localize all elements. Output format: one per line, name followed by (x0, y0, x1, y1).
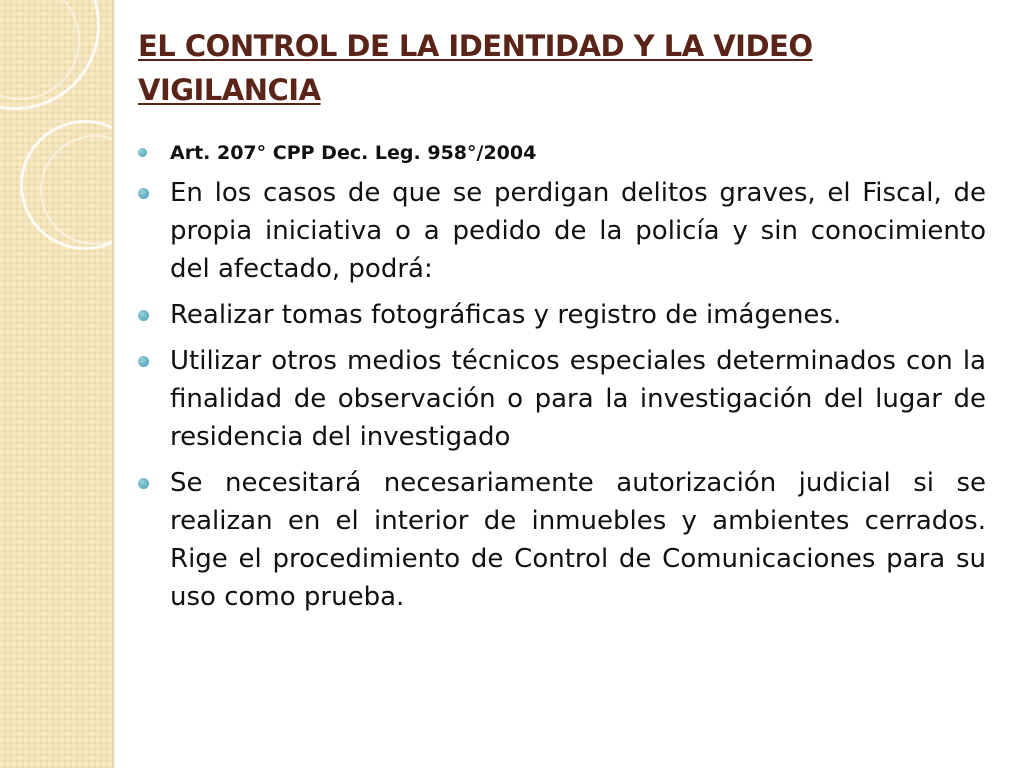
bullet-icon (138, 478, 149, 489)
bullet-text: Art. 207° CPP Dec. Leg. 958°/2004 (170, 142, 537, 164)
bullet-text: Realizar tomas fotográficas y registro de imágenes. (170, 300, 842, 330)
bullet-list (138, 138, 986, 624)
bullet-icon (138, 148, 147, 157)
bullet-text: Se necesitará necesariamente autorización judicial si se realizan en el interior de inmuebles y ambientes cerrados. Rige el procedimiento de Control de Comunicaciones para su uso como prueba. (170, 468, 986, 612)
bullet-icon (138, 356, 149, 367)
list-item (138, 464, 986, 616)
bullet-icon (138, 310, 149, 321)
side-band-edge (112, 0, 116, 768)
bullet-icon (138, 188, 149, 199)
decorative-side-band (0, 0, 112, 768)
bullet-text: Utilizar otros medios técnicos especiales determinados con la finalidad de observación o para la investigación del lugar de residencia del investigado (170, 346, 986, 452)
list-item (138, 138, 986, 168)
bullet-text: En los casos de que se perdigan delitos graves, el Fiscal, de propia iniciativa o a pedido de la policía y sin conocimiento del afectado, podrá: (170, 178, 986, 284)
slide-title: EL CONTROL DE LA IDENTIDAD Y LA VIDEO VIGILANCIA (138, 29, 813, 107)
list-item (138, 342, 986, 456)
list-item (138, 174, 986, 288)
list-item (138, 296, 986, 334)
